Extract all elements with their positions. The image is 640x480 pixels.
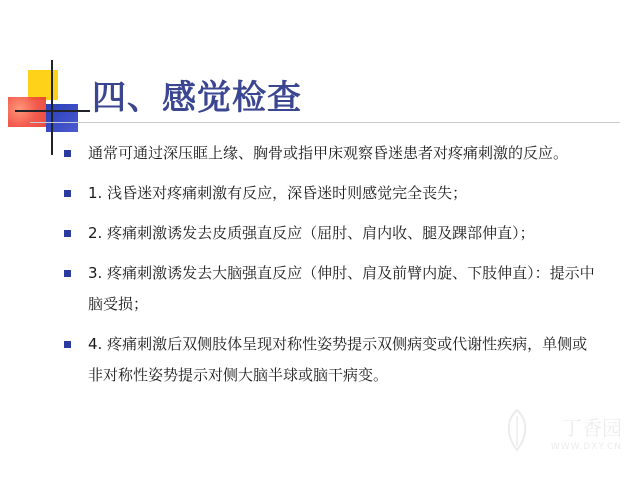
bullet-square-icon <box>64 150 71 157</box>
vertical-line <box>51 60 53 155</box>
bullet-text: 4. 疼痛刺激后双侧肢体呈现对称性姿势提示双侧病变或代谢性疾病，单侧或非对称性姿势提示对侧大脑半球或脑干病变。 <box>88 335 588 384</box>
bullet-list <box>60 138 600 400</box>
horizontal-line <box>15 110 90 112</box>
leaf-icon <box>502 408 532 452</box>
bullet-item <box>60 329 600 391</box>
bullet-item <box>60 138 600 169</box>
bullet-square-icon <box>64 270 71 277</box>
watermark-url: WWW.DXY.CN <box>550 442 622 452</box>
bullet-text: 2. 疼痛刺激诱发去皮质强直反应（屈肘、肩内收、腿及踝部伸直）； <box>88 224 535 242</box>
bullet-square-icon <box>64 341 71 348</box>
bullet-text: 3. 疼痛刺激诱发去大脑强直反应（伸肘、肩及前臂内旋、下肢伸直）：提示中脑受损； <box>88 264 595 313</box>
bullet-text: 1. 浅昏迷对疼痛刺激有反应，深昏迷时则感觉完全丧失； <box>88 184 468 202</box>
title-divider <box>30 122 620 123</box>
slide-title: 四、感觉检查 <box>92 78 302 118</box>
bullet-square-icon <box>64 230 71 237</box>
bullet-item <box>60 178 600 209</box>
bullet-item <box>60 218 600 249</box>
watermark <box>502 406 622 466</box>
watermark-name: 丁香园 <box>562 416 622 440</box>
bullet-item <box>60 258 600 320</box>
bullet-square-icon <box>64 190 71 197</box>
yellow-square <box>28 70 58 100</box>
bullet-text: 通常可通过深压眶上缘、胸骨或指甲床观察昏迷患者对疼痛刺激的反应。 <box>88 144 569 162</box>
